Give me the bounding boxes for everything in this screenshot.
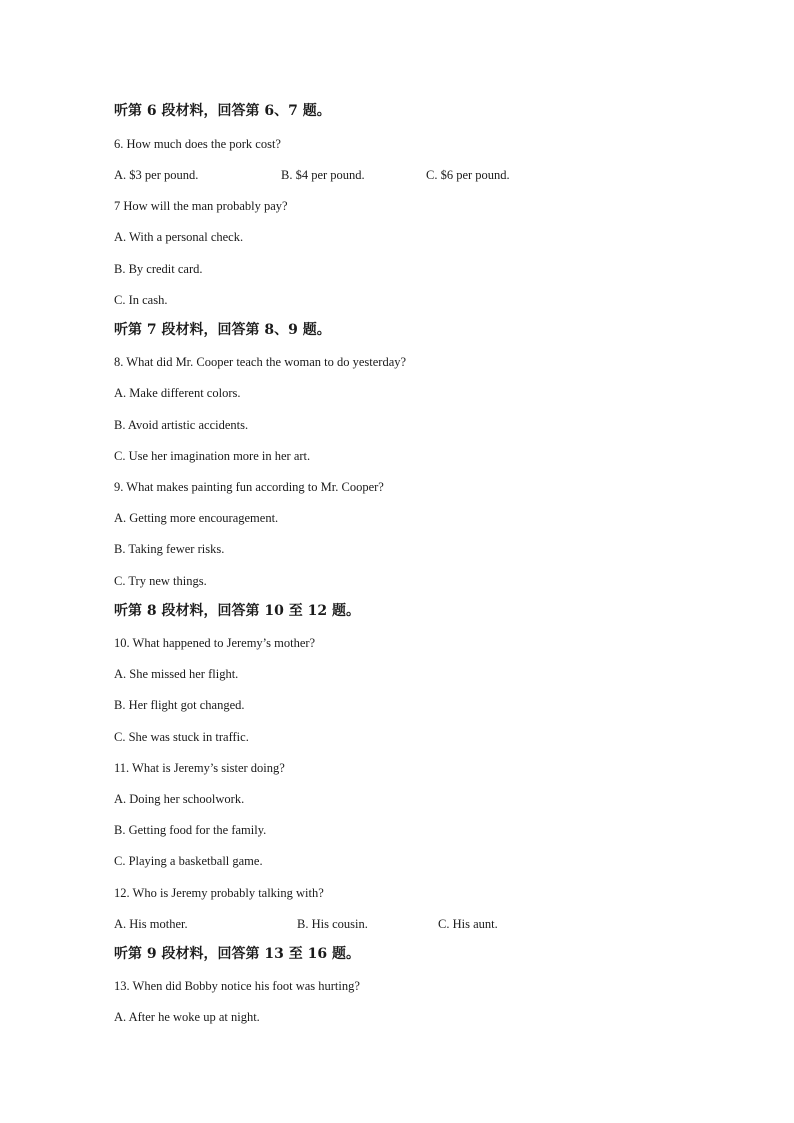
section-heading: 听第 9 段材料，回答第 13 至 16 题。 (114, 946, 360, 962)
section-heading: 听第 6 段材料，回答第 6、7 题。 (114, 103, 331, 119)
question-stem: 11. What is Jeremy’s sister doing? (114, 761, 285, 775)
option-c: C. Try new things. (114, 574, 207, 588)
option-c: C. $6 per pound. (426, 168, 510, 182)
option-c: C. His aunt. (438, 917, 498, 931)
question-stem: 7 How will the man probably pay? (114, 199, 288, 213)
option-b: B. Getting food for the family. (114, 823, 267, 837)
option-c: C. In cash. (114, 293, 168, 307)
question-stem: 13. When did Bobby notice his foot was hurting? (114, 979, 360, 993)
option-b: B. Her flight got changed. (114, 698, 245, 712)
question-stem: 6. How much does the pork cost? (114, 137, 281, 151)
option-a: A. With a personal check. (114, 230, 244, 244)
option-c: C. She was stuck in traffic. (114, 730, 249, 744)
option-a: A. Getting more encouragement. (114, 511, 279, 525)
question-stem: 9. What makes painting fun according to Mr. Cooper? (114, 480, 384, 494)
option-a: A. She missed her flight. (114, 667, 239, 681)
question-stem: 8. What did Mr. Cooper teach the woman to do yesterday? (114, 355, 407, 369)
option-b: B. His cousin. (297, 917, 368, 931)
option-a: A. Make different colors. (114, 386, 241, 400)
option-a: A. After he woke up at night. (114, 1010, 260, 1024)
option-b: B. $4 per pound. (281, 168, 365, 182)
option-a: A. $3 per pound. (114, 168, 199, 182)
option-a: A. His mother. (114, 917, 188, 931)
section-heading: 听第 7 段材料，回答第 8、9 题。 (114, 322, 331, 338)
option-b: B. Avoid artistic accidents. (114, 418, 249, 432)
option-a: A. Doing her schoolwork. (114, 792, 245, 806)
question-stem: 12. Who is Jeremy probably talking with? (114, 886, 324, 900)
option-b: B. Taking fewer risks. (114, 542, 225, 556)
question-stem: 10. What happened to Jeremy’s mother? (114, 636, 316, 650)
option-c: C. Use her imagination more in her art. (114, 449, 311, 463)
option-b: B. By credit card. (114, 262, 203, 276)
option-c: C. Playing a basketball game. (114, 854, 263, 868)
section-heading: 听第 8 段材料，回答第 10 至 12 题。 (114, 603, 360, 619)
